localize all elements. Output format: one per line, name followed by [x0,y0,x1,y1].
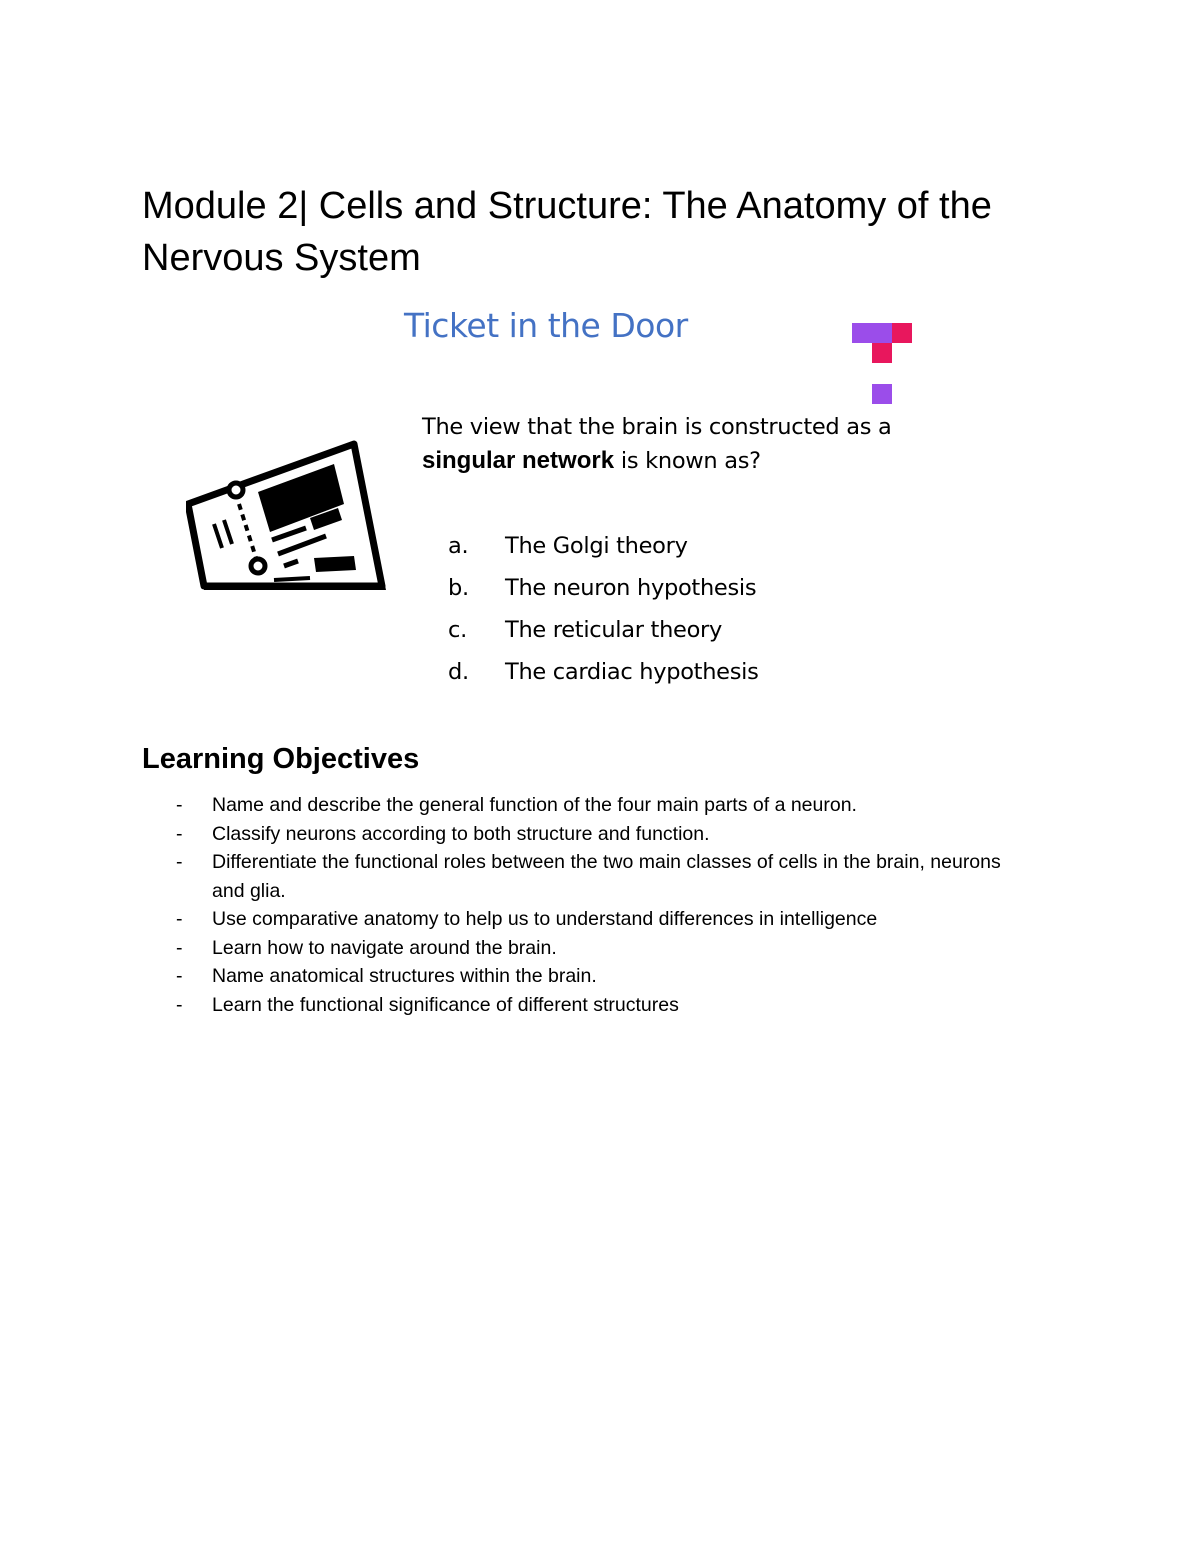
objective-text: Differentiate the functional roles between the two main classes of cells in the brain, neurons and glia. [212,851,1001,902]
objectives-heading: Learning Objectives [142,743,420,775]
question-text-start: The view that the brain is constructed as a [422,414,892,440]
answer-options [448,527,759,695]
ticket-question [422,411,942,478]
objectives-list [142,791,1022,1019]
objective-item [142,791,1022,820]
bullet-dash: - [176,794,183,816]
objective-item [142,820,1022,849]
objective-item [142,991,1022,1020]
objective-item [142,962,1022,991]
option-text: The reticular theory [505,617,723,643]
option-text: The Golgi theory [505,533,688,559]
bullet-dash: - [176,936,183,959]
answer-option [448,569,759,611]
bullet-dash: - [176,822,183,845]
objective-text: Classify neurons according to both structure and function. [212,822,710,845]
bullet-dash: - [176,851,183,873]
ticket-icon [186,440,388,592]
answer-option [448,611,759,653]
bullet-dash: - [176,908,183,930]
option-letter: a. [448,533,469,559]
objective-text: Learn the functional significance of different structures [212,993,679,1016]
objective-text: Name and describe the general function of the four main parts of a neuron. [212,794,857,816]
question-emphasis: singular network [422,447,615,474]
objective-text: Learn how to navigate around the brain. [212,936,557,959]
page-title: Module 2| Cells and Structure: The Anatomy of the Nervous System [142,185,992,279]
option-text: The cardiac hypothesis [505,659,759,685]
objective-text: Name anatomical structures within the brain. [212,965,597,987]
option-text: The neuron hypothesis [505,575,757,601]
question-text-end: is known as? [620,448,761,474]
answer-option [448,527,759,569]
option-letter: c. [448,617,467,643]
objective-item [142,905,1022,934]
objective-text: Use comparative anatomy to help us to understand differences in intelligence [212,908,878,930]
option-letter: b. [448,575,469,601]
bullet-dash: - [176,965,183,987]
option-letter: d. [448,659,469,685]
objective-item [142,934,1022,963]
ticket-heading: Ticket in the Door [404,306,688,345]
logo-icon [852,323,912,405]
bullet-dash: - [176,993,183,1016]
answer-option [448,653,759,695]
objective-item [142,848,1022,905]
